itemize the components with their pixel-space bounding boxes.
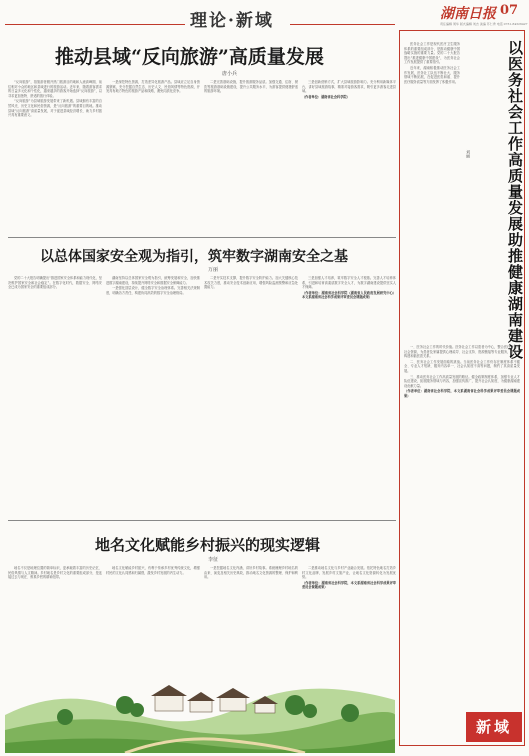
article3-author: 李征: [208, 557, 219, 563]
editor-meta: 责任编辑 周华 版式编辑 刘吉 美编 苏仁秀 电话 0731-84326427: [440, 22, 528, 26]
newspaper-logo: 湖南日报: [440, 6, 496, 22]
article2-body: [8, 276, 396, 512]
article1-col1: [8, 80, 102, 230]
article2-paragraph: 二是夯实技术支撑，提升数字安全防护能力。加大关键核心技术攻关力度，推动安全技术创新应用，增强风险监测预警和应急处置能力。: [204, 276, 298, 290]
page-number: 07: [500, 3, 519, 18]
article3-col4: [302, 566, 396, 656]
article3-paragraph: 二是推动地名文化与乡村产业融合发展。依托特色地名打造乡村文化品牌，发展乡村文旅产业，让地名文化资源转化为发展优势。: [302, 566, 396, 580]
article3-col3: [204, 566, 298, 656]
article3-headline: 地名文化赋能乡村振兴的现实逻辑: [95, 536, 321, 554]
article4-col1: [404, 42, 460, 342]
header-rule-right: [290, 24, 395, 25]
article3-col2: [106, 566, 200, 656]
article2-paragraph: 湖南坚持以总体国家安全观为指引，统筹发展和安全，加快推进数字湖南建设，持续提升网络安全和数据安全保障能力。: [106, 276, 200, 285]
header-rule-left: [5, 24, 185, 25]
article4-footnote: （作者单位：湖南省社会科学院，本文系湖南省社会科学成果评审委员会课题成果）: [404, 389, 520, 398]
article4-paragraph: 二、医务社会工作发展面临的挑战。当前医务社会工作仍存在制度体系不健全、专业人才短缺、服务内容单一、社会认知度不高等问题，制约了其高质量发展。: [404, 359, 520, 373]
article2-author: 万丽: [208, 267, 219, 273]
article3-paragraph: 地名文化赋能乡村振兴，有利于传承乡村优秀传统文化，增强村民的文化认同感和归属感，激发乡村发展的内生动力。: [106, 566, 200, 575]
article1-body: [8, 80, 396, 230]
article1-paragraph: “反向旅游”为县域旅游发展带来了新机遇。县域拥有丰富的自然风光、历史文化和民俗资源，是“反向旅游”的重要目的地。推动县域“反向旅游”高质量发展，对于促进县域经济增长、助力乡村振兴具有重要意义。: [8, 99, 102, 118]
article3-body: [8, 566, 396, 656]
article3-paragraph: 一是挖掘地名文化内涵，讲好乡村故事。系统梳理乡村地名的由来、演变及相关历史典故，推动地名文化资源的整理、保护和利用。: [204, 566, 298, 580]
article4-author: 刘丽: [466, 150, 471, 158]
article4-paragraph: 一、医务社会工作的时代价值。医务社会工作以患者为中心，整合医疗资源与社会资源，为患者及家属提供心理疏导、社会支持、资源链接等专业服务，有助于构建和谐医患关系。: [404, 345, 520, 359]
new-domain-badge: 新域: [466, 712, 522, 742]
article4-paragraph: 医务社会工作是现代医疗卫生服务体系的重要组成部分，是推动健康中国战略实施的重要力量。党的二十大报告提出“推进健康中国建设”，为医务社会工作发展提供了重要指引。: [404, 42, 460, 65]
article2-col1: [8, 276, 102, 512]
article3-col1: [8, 566, 102, 656]
article2-headline: 以总体国家安全观为指引，筑牢数字湖南安全之基: [40, 249, 348, 265]
article2-footnote: （作者单位：湖南省社会科学院（湖南省人民政府发展研究中心）本文系湖南省社会科学成果评审委员会课题成果）: [302, 290, 396, 300]
village-landscape-illustration: [5, 655, 395, 753]
article1-paragraph: 三是创新营销方式，扩大县域旅游影响力。充分利用新媒体平台，讲好县域旅游故事，精准对接游客需求，吸引更多游客走进县域。: [302, 80, 396, 94]
article4-paragraph: 三、推动医务社会工作高质量发展的路径。健全政策制度体系，加强专业人才队伍建设，拓展服务领域与内容，加强宣传推广，提升社会认知度，为健康湖南建设贡献力量。: [404, 374, 520, 388]
article1-paragraph: 一是深挖特色资源，打造差异化旅游产品。县域应立足自身资源禀赋，充分挖掘自然生态、历史人文、民俗风情等特色资源，开发具有地方特色的旅游产品和线路，避免同质化竞争。: [106, 80, 200, 94]
article1-headline: 推动县域“反向旅游”高质量发展: [55, 46, 324, 68]
article4-headline: 以医务社会工作高质量发展助推健康湖南建设: [506, 40, 524, 360]
article1-col3: [204, 80, 298, 230]
article3-footnote: （作者单位：湖南省社会科学院，本文系湖南省社会科学成果评审委员会课题成果）: [302, 580, 396, 590]
article1-paragraph: 二是完善基础设施，提升旅游服务品质。加强交通、住宿、餐饮等旅游基础设施建设，提升公共服务水平，为游客提供便捷舒适的旅游环境。: [204, 80, 298, 94]
section-title: 理论·新域: [190, 11, 274, 31]
article1-col2: [106, 80, 200, 230]
article2-paragraph: 党的二十大报告明确提出“推进国家安全体系和能力现代化，坚决维护国家安全和社会稳定”。在数字化时代，数据安全、网络安全已成为国家安全的重要组成部分。: [8, 276, 102, 290]
divider-1: [8, 237, 396, 238]
article1-author: 唐小兵: [222, 71, 238, 77]
article3-paragraph: 地名不仅是地理位置的简单标识，更承载着丰富的历史记忆、民俗风情与人文精神。乡村地名是乡村文化的重要组成部分，是连接过去与现在、维系乡愁的精神纽带。: [8, 566, 102, 580]
article2-paragraph: 三是加强人才培养，筑牢数字安全人才根基。完善人才培养体系，引进和培育高素质数字安全人才，为数字湖南建设提供坚实人才保障。: [302, 276, 396, 290]
article4-paragraph: 近年来，湖南积极推动医务社会工作发展，医务社工队伍不断壮大，服务领域不断拓展，在促进医患和谐、提升医疗服务质量等方面发挥了积极作用。: [404, 65, 460, 84]
article1-paragraph: “反向旅游”，指旅游者避开热门旅游目的地和人流高峰期，前往相对小众的地区和县域进行的旅游活动。近年来，随着游客需求的日益多元化和个性化，越来越多的游客开始选择“反向旅游”，以寻求更加独特、舒适的旅行体验。: [8, 80, 102, 98]
article1-footnote: （作者单位：湖南省社会科学院）: [302, 94, 350, 99]
article2-col3: [204, 276, 298, 512]
article2-col2: [106, 276, 200, 512]
article2-paragraph: 一是强化顶层设计，健全数字安全治理体系。完善相关法规制度，明确各方责任，构建协同高效的数字安全治理格局。: [106, 286, 200, 295]
divider-2: [8, 520, 396, 521]
article2-col4: [302, 276, 396, 512]
article1-col4: [302, 80, 396, 230]
article4-col2: [404, 345, 520, 700]
